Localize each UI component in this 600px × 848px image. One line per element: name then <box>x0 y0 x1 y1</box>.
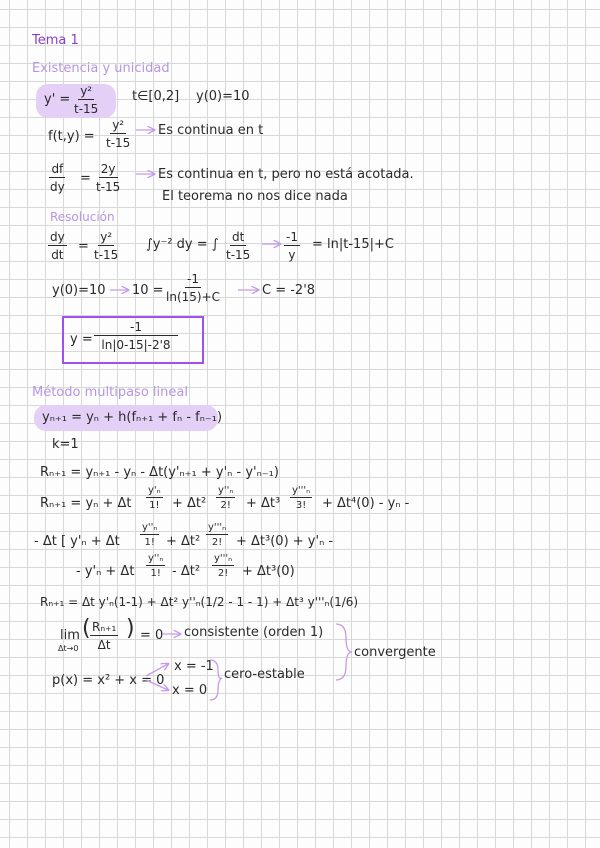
rn-exp1-plus3: + Δt³ <box>246 496 281 511</box>
limit-num: Rₙ₊₁ <box>92 620 117 634</box>
cont1-note: Es continua en t <box>158 123 264 138</box>
cont2-note2: El teorema no nos dice nada <box>162 189 348 204</box>
rn-result: Rₙ₊₁ = Δt y'ₙ(1-1) + Δt² y''ₙ(1/2 - 1 - 1) + Δt³ y'''ₙ(1/6) <box>40 595 359 609</box>
rn-exp1-f1-den: 1! <box>149 500 160 511</box>
problem-num: y² <box>80 84 93 98</box>
solve-rhs-num: y² <box>100 230 113 244</box>
const-result: C = -2'8 <box>262 283 316 298</box>
rn-exp1-f2-den: 2! <box>220 500 231 511</box>
solve-result-rhs: = ln|t-15|+C <box>312 237 394 252</box>
solution-lhs: y = <box>70 332 93 347</box>
poly-eq: p(x) = x² + x = 0 <box>52 673 165 688</box>
brace-convergente <box>336 624 352 680</box>
rn-exp1-f3-num: y'''ₙ <box>292 485 311 496</box>
rn-exp2-f1-num: y''ₙ <box>142 522 158 533</box>
solve-rhs-den: t-15 <box>94 248 119 262</box>
poly-root1: x = -1 <box>174 659 214 674</box>
limit-note: consistente (orden 1) <box>184 625 324 640</box>
rn-exp2-tail: + Δt³(0) + y'ₙ - <box>236 534 334 549</box>
rn-exp1-plus2: + Δt² <box>172 496 207 511</box>
const-num: -1 <box>187 272 199 286</box>
cont2-den: t-15 <box>96 180 121 194</box>
limit-den: Δt <box>97 638 111 652</box>
limit-eq: = 0 <box>140 628 164 643</box>
poly-root2: x = 0 <box>172 683 208 698</box>
method-formula: yₙ₊₁ = yₙ + h(fₙ₊₁ + fₙ - fₙ₋₁) <box>42 410 223 425</box>
limit-sub: Δt→0 <box>58 644 79 653</box>
problem-lhs: y' = <box>44 92 71 107</box>
rn-exp2-start: - Δt [ y'ₙ + Δt <box>34 534 120 549</box>
rn-exp3-start: - y'ₙ + Δt <box>76 564 135 579</box>
rn-exp3-minus2: - Δt² <box>172 564 201 579</box>
cont2-num: 2y <box>100 162 116 176</box>
solve-int-den: t-15 <box>226 248 251 262</box>
solve-res-num: -1 <box>286 230 298 244</box>
solve-int-num: dt <box>231 230 245 244</box>
rn-exp1-tail: + Δt⁴(0) - yₙ - <box>322 496 410 511</box>
cont1-num: y² <box>112 118 125 132</box>
solve-integral: ∫y⁻² dy = ∫ <box>146 237 219 252</box>
heading-metodo: Método multipaso lineal <box>32 385 188 400</box>
solve-lhs-num: dy <box>50 230 65 244</box>
rn-exp2-plus2: + Δt² <box>166 534 201 549</box>
heading-resolucion: Resolución <box>50 210 115 224</box>
cont2-note1: Es continua en t, pero no está acotada. <box>158 167 414 182</box>
solve-res-den: y <box>288 248 296 262</box>
cont1-den: t-15 <box>106 136 131 150</box>
rn-exp2-f1-den: 1! <box>144 537 155 548</box>
cont2-eq: = <box>80 171 91 186</box>
method-k: k=1 <box>52 437 79 452</box>
rn-exp3-f1-num: y''ₙ <box>148 553 164 564</box>
limit-paren-open: ( <box>82 616 91 641</box>
arrow-root2 <box>146 680 168 690</box>
rn-exp3-f1-den: 1! <box>150 568 161 579</box>
problem-den: t-15 <box>74 102 99 116</box>
rn-exp3-tail: + Δt³(0) <box>242 564 295 579</box>
rn-exp3-f2-den: 2! <box>217 568 229 579</box>
cont2-lhs-num: df <box>51 162 64 176</box>
poly-note: cero-estable <box>224 667 305 682</box>
rn-definition: Rₙ₊₁ = yₙ₊₁ - yₙ - Δt(y'ₙ₊₁ + y'ₙ - y'ₙ₋₁) <box>40 465 279 480</box>
limit-lim: lim <box>60 628 80 643</box>
solve-eq: = <box>78 239 89 254</box>
solution-num: -1 <box>94 320 178 336</box>
problem-initial: y(0)=10 <box>196 89 250 104</box>
rn-exp1-f1-num: y'ₙ <box>148 485 161 496</box>
heading-existencia: Existencia y unicidad <box>32 61 170 76</box>
const-ten: 10 = <box>132 283 164 298</box>
rn-exp2-f2-num: y'''ₙ <box>208 522 227 533</box>
heading-tema: Tema 1 <box>32 33 79 48</box>
rn-exp2-f2-den: 2! <box>211 537 223 548</box>
limit-paren-close: ) <box>126 616 135 641</box>
rn-exp1-f3-den: 3! <box>295 500 307 511</box>
arrow-root1 <box>146 664 168 676</box>
rn-exp1-start: Rₙ₊₁ = yₙ + Δt <box>40 496 132 511</box>
solution-den: ln|0-15|-2'8 <box>101 338 171 352</box>
const-den: ln(15)+C <box>166 290 221 304</box>
solve-lhs-den: dt <box>51 248 64 262</box>
rn-exp1-f2-num: y''ₙ <box>218 485 234 496</box>
brace-roots <box>210 660 222 700</box>
convergente-label: convergente <box>354 645 436 660</box>
cont2-lhs-den: dy <box>50 180 65 194</box>
cont1-lhs: f(t,y) = <box>48 129 95 144</box>
rn-exp3-f2-num: y'''ₙ <box>214 553 233 564</box>
const-cond: y(0)=10 <box>52 283 106 298</box>
problem-interval: t∈[0,2] <box>132 89 180 104</box>
